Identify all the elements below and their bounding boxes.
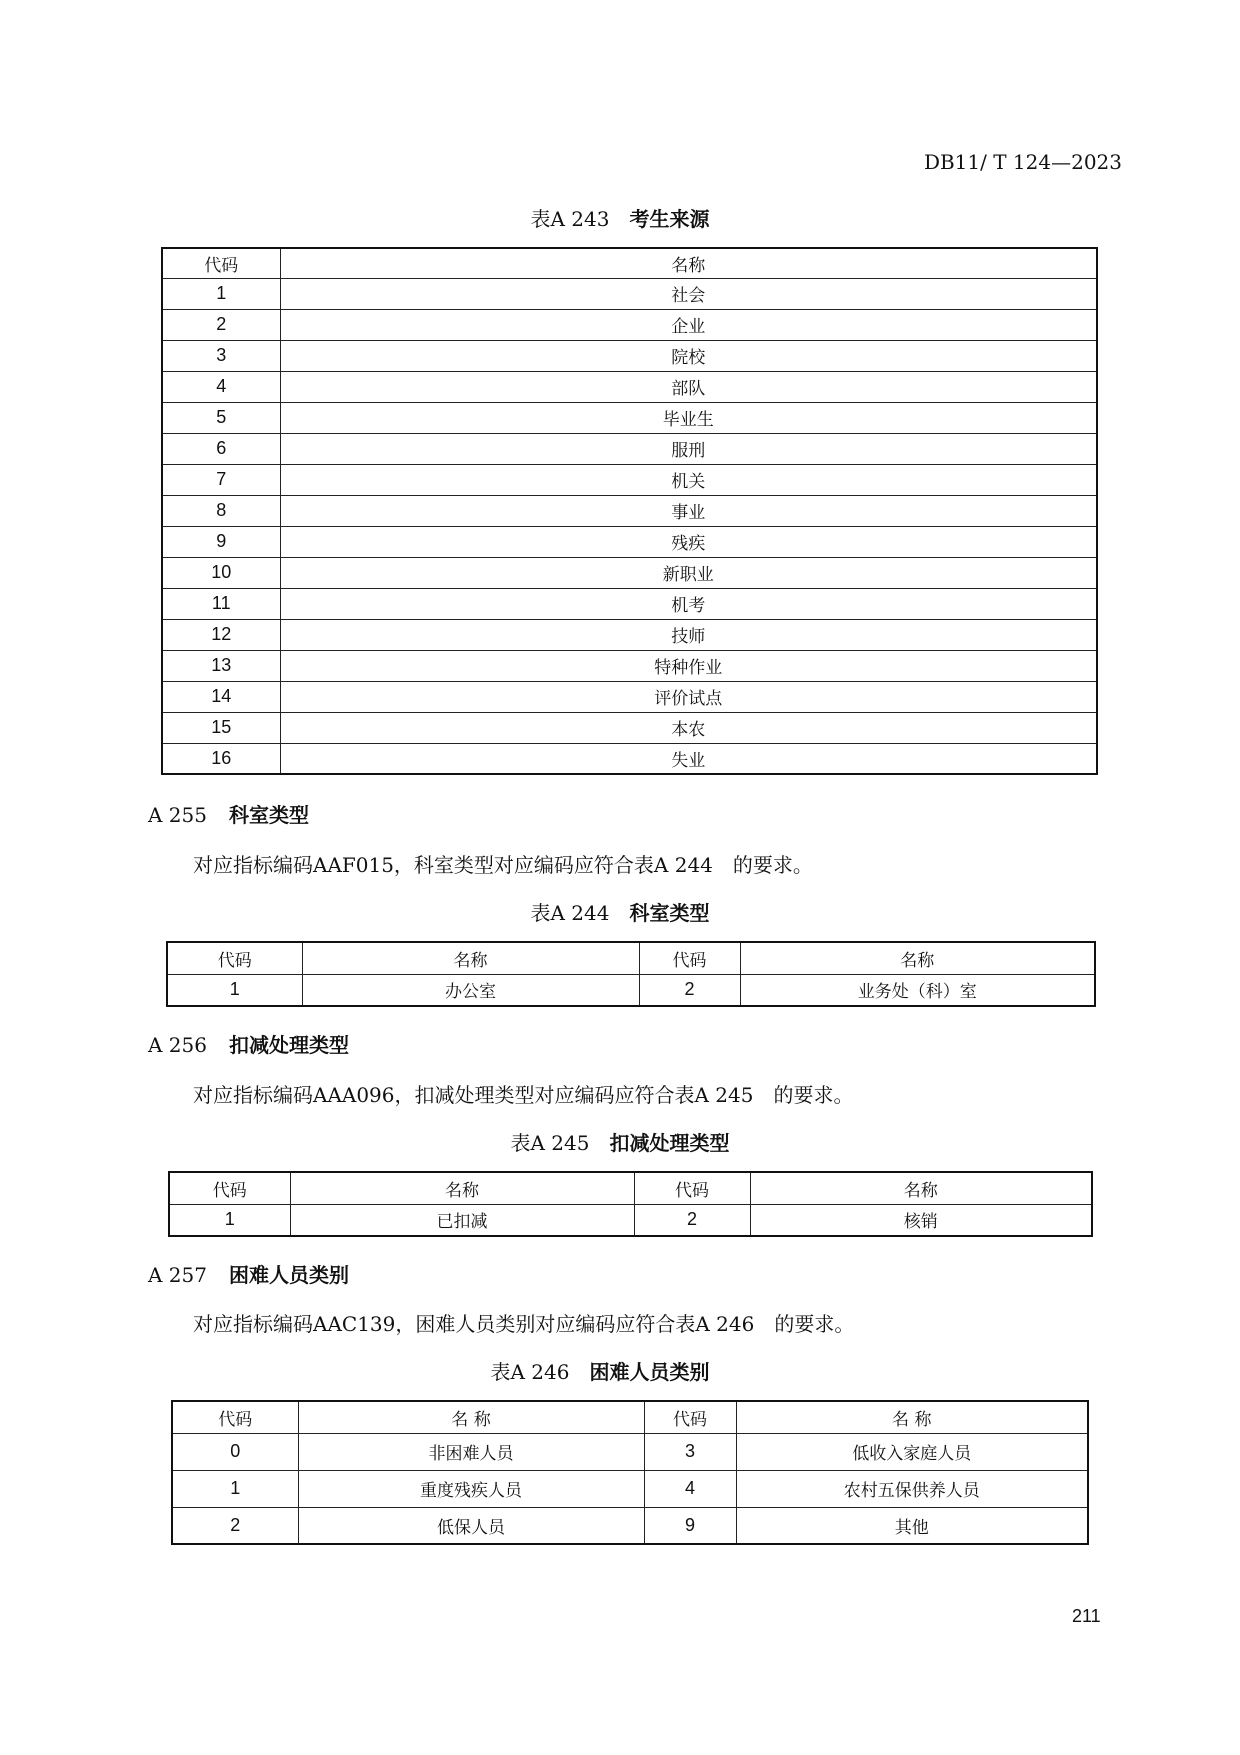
header-code: 代码: [162, 248, 280, 278]
cell-name: 新职业: [280, 557, 1097, 588]
cell-name: 已扣减: [290, 1204, 634, 1236]
cell-name: 事业: [280, 495, 1097, 526]
caption-title: 科室类型: [629, 901, 710, 925]
table-row: [167, 974, 1095, 1006]
cell-code: 11: [162, 588, 280, 619]
section-heading-256: [148, 1029, 349, 1058]
section-text-256: 对应指标编码AAA096，扣减处理类型对应编码应符合表A 245 的要求。: [193, 1083, 854, 1107]
table-row: [162, 743, 1097, 774]
cell-name: 毕业生: [280, 402, 1097, 433]
section-heading-257: [148, 1259, 349, 1288]
header-name-2: 名 称: [736, 1401, 1088, 1433]
cell-code: 7: [162, 464, 280, 495]
table-row: [169, 1204, 1092, 1236]
cell-name-2: 农村五保供养人员: [736, 1470, 1088, 1507]
table-row: [162, 557, 1097, 588]
cell-name-2: 其他: [736, 1507, 1088, 1544]
header-name: 名 称: [298, 1401, 644, 1433]
table-row: [162, 495, 1097, 526]
table-row: [162, 588, 1097, 619]
table-row: [172, 1433, 1088, 1470]
caption-title: 考生来源: [629, 207, 710, 231]
table-row: [162, 650, 1097, 681]
table-row: [162, 309, 1097, 340]
table-row: [162, 619, 1097, 650]
table-header-row: [162, 248, 1097, 278]
table-caption-244: [0, 897, 1240, 926]
table-243: [161, 247, 1098, 775]
cell-code: 10: [162, 557, 280, 588]
cell-name: 低保人员: [298, 1507, 644, 1544]
section-title: 困难人员类别: [228, 1263, 349, 1287]
cell-name: 部队: [280, 371, 1097, 402]
header-name-2: 名称: [750, 1172, 1092, 1204]
header-code: 代码: [169, 1172, 290, 1204]
cell-code: 0: [172, 1433, 298, 1470]
cell-code: 1: [172, 1470, 298, 1507]
cell-code-2: 2: [634, 1204, 750, 1236]
cell-code: 16: [162, 743, 280, 774]
section-text-257: 对应指标编码AAC139，困难人员类别对应编码应符合表A 246 的要求。: [193, 1312, 855, 1336]
section-number: A 256: [148, 1033, 207, 1057]
caption-number: 表A 244: [530, 901, 610, 925]
table-243-body: [162, 248, 1097, 774]
caption-number: 表A 245: [510, 1131, 590, 1155]
cell-code: 15: [162, 712, 280, 743]
section-number: A 257: [148, 1263, 207, 1287]
cell-code: 12: [162, 619, 280, 650]
cell-name: 技师: [280, 619, 1097, 650]
table-row: [162, 371, 1097, 402]
table-caption-245: [0, 1127, 1240, 1156]
cell-code: 14: [162, 681, 280, 712]
cell-code-2: 2: [639, 974, 740, 1006]
table-246: [171, 1400, 1089, 1545]
section-title: 科室类型: [228, 803, 309, 827]
table-header-row: [167, 942, 1095, 974]
cell-code: 9: [162, 526, 280, 557]
header-name-2: 名称: [740, 942, 1095, 974]
table-row: [162, 278, 1097, 309]
cell-code-2: 3: [644, 1433, 736, 1470]
document-header: DB11/ T 124—2023: [923, 150, 1122, 174]
page-number: 211: [1072, 1606, 1101, 1626]
cell-code: 1: [162, 278, 280, 309]
cell-code: 3: [162, 340, 280, 371]
header-code-2: 代码: [634, 1172, 750, 1204]
cell-name: 残疾: [280, 526, 1097, 557]
header-code: 代码: [172, 1401, 298, 1433]
table-header-row: [172, 1401, 1088, 1433]
caption-number: 表A 246: [490, 1360, 570, 1384]
header-name: 名称: [280, 248, 1097, 278]
table-row: [162, 340, 1097, 371]
table-row: [162, 433, 1097, 464]
cell-code: 6: [162, 433, 280, 464]
cell-code: 2: [162, 309, 280, 340]
cell-code-2: 4: [644, 1470, 736, 1507]
cell-name: 重度残疾人员: [298, 1470, 644, 1507]
cell-name: 失业: [280, 743, 1097, 774]
header-name: 名称: [290, 1172, 634, 1204]
table-header-row: [169, 1172, 1092, 1204]
caption-title: 扣减处理类型: [609, 1131, 730, 1155]
cell-name-2: 业务处（科）室: [740, 974, 1095, 1006]
caption-number: 表A 243: [530, 207, 610, 231]
cell-name: 服刑: [280, 433, 1097, 464]
section-heading-255: [148, 799, 309, 828]
cell-name: 评价试点: [280, 681, 1097, 712]
cell-code: 8: [162, 495, 280, 526]
cell-name: 机考: [280, 588, 1097, 619]
cell-code: 4: [162, 371, 280, 402]
table-row: [162, 681, 1097, 712]
cell-code: 1: [167, 974, 302, 1006]
cell-code: 13: [162, 650, 280, 681]
cell-code: 5: [162, 402, 280, 433]
section-number: A 255: [148, 803, 207, 827]
cell-name: 本农: [280, 712, 1097, 743]
table-row: [172, 1507, 1088, 1544]
cell-name: 社会: [280, 278, 1097, 309]
cell-name: 机关: [280, 464, 1097, 495]
cell-name: 院校: [280, 340, 1097, 371]
table-244: [166, 941, 1096, 1007]
table-caption-243: [0, 203, 1240, 232]
section-title: 扣减处理类型: [228, 1033, 349, 1057]
table-caption-246: [0, 1356, 1220, 1385]
table-row: [162, 712, 1097, 743]
header-name: 名称: [302, 942, 639, 974]
cell-name: 非困难人员: [298, 1433, 644, 1470]
cell-name: 办公室: [302, 974, 639, 1006]
cell-code-2: 9: [644, 1507, 736, 1544]
header-code: 代码: [167, 942, 302, 974]
caption-title: 困难人员类别: [589, 1360, 710, 1384]
cell-code: 1: [169, 1204, 290, 1236]
header-code-2: 代码: [639, 942, 740, 974]
cell-name: 特种作业: [280, 650, 1097, 681]
header-code-2: 代码: [644, 1401, 736, 1433]
section-text-255: 对应指标编码AAF015，科室类型对应编码应符合表A 244 的要求。: [193, 853, 813, 877]
table-row: [172, 1470, 1088, 1507]
cell-name-2: 低收入家庭人员: [736, 1433, 1088, 1470]
table-row: [162, 464, 1097, 495]
table-row: [162, 526, 1097, 557]
cell-code: 2: [172, 1507, 298, 1544]
table-row: [162, 402, 1097, 433]
cell-name: 企业: [280, 309, 1097, 340]
cell-name-2: 核销: [750, 1204, 1092, 1236]
table-245: [168, 1171, 1093, 1237]
